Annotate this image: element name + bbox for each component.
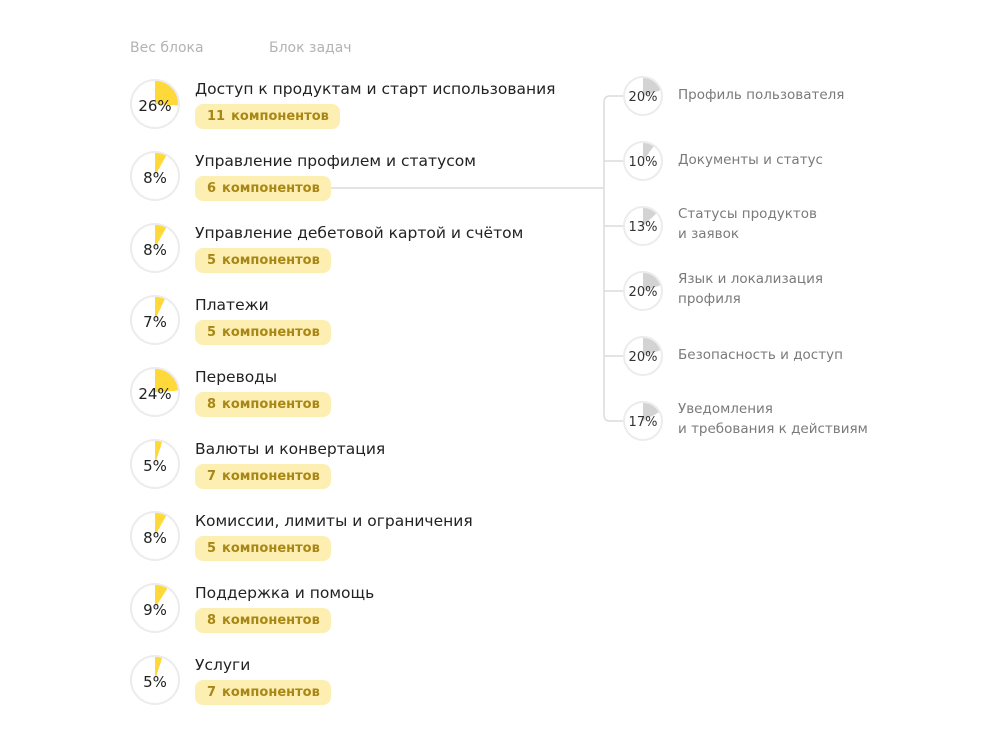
components-unit: компонентов bbox=[222, 325, 320, 340]
weight-percent: 5% bbox=[143, 673, 167, 691]
subblock-title bbox=[678, 345, 843, 365]
block-title: Валюты и конвертация bbox=[195, 440, 386, 458]
components-unit: компонентов bbox=[222, 181, 320, 196]
components-badge bbox=[195, 176, 331, 201]
sub-weight-percent: 20% bbox=[628, 350, 658, 365]
sub-weight-pie bbox=[623, 76, 663, 116]
block-title: Услуги bbox=[195, 656, 251, 674]
subblock-title-line: Статусы продуктов bbox=[678, 206, 818, 222]
subblock-title-line: Уведомления bbox=[678, 401, 773, 417]
block-title: Переводы bbox=[195, 368, 278, 386]
components-count: 7 bbox=[207, 469, 217, 484]
components-count: 5 bbox=[207, 325, 217, 340]
components-unit: компонентов bbox=[222, 253, 320, 268]
subblock-title bbox=[678, 150, 823, 170]
components-badge bbox=[195, 392, 331, 417]
components-badge bbox=[195, 248, 331, 273]
weight-pie bbox=[130, 439, 180, 489]
sub-weight-percent: 20% bbox=[628, 285, 658, 300]
components-unit: компонентов bbox=[222, 397, 320, 412]
subblock-title bbox=[678, 204, 817, 244]
weight-percent: 8% bbox=[143, 241, 167, 259]
weight-pie bbox=[130, 655, 180, 705]
subblock-title-line: Профиль пользователя bbox=[678, 87, 845, 103]
subblock-title-line: Документы и статус bbox=[678, 152, 823, 168]
components-unit: компонентов bbox=[222, 685, 320, 700]
sub-weight-pie bbox=[623, 401, 663, 441]
subblock-title bbox=[678, 85, 844, 105]
sub-weight-pie bbox=[623, 336, 663, 376]
weight-percent: 5% bbox=[143, 457, 167, 475]
weight-percent: 8% bbox=[143, 529, 167, 547]
components-count: 7 bbox=[207, 685, 217, 700]
components-count: 8 bbox=[207, 613, 217, 628]
subblock-title bbox=[678, 399, 868, 439]
components-badge bbox=[195, 608, 331, 633]
weight-pie bbox=[130, 295, 180, 345]
components-badge bbox=[195, 464, 331, 489]
sub-weight-pie bbox=[623, 141, 663, 181]
block-title: Платежи bbox=[195, 296, 269, 314]
weight-percent: 8% bbox=[143, 169, 167, 187]
weight-percent: 26% bbox=[138, 97, 172, 115]
weight-pie bbox=[130, 223, 180, 273]
weight-pie bbox=[130, 151, 180, 201]
components-count: 6 bbox=[207, 181, 217, 196]
components-count: 11 bbox=[207, 109, 226, 124]
components-count: 5 bbox=[207, 253, 217, 268]
block-title: Комиссии, лимиты и ограничения bbox=[195, 512, 473, 530]
components-badge bbox=[195, 104, 340, 129]
subblock-title-line: и заявок bbox=[678, 226, 740, 242]
subblock-title bbox=[678, 269, 823, 309]
components-badge bbox=[195, 680, 331, 705]
weight-percent: 9% bbox=[143, 601, 167, 619]
subblock-title-line: Безопасность и доступ bbox=[678, 347, 843, 363]
components-badge bbox=[195, 320, 331, 345]
sub-weight-percent: 13% bbox=[628, 220, 658, 235]
components-count: 8 bbox=[207, 397, 217, 412]
subblock-title-line: и требования к действиям bbox=[678, 421, 868, 437]
weight-pie bbox=[130, 367, 180, 417]
components-unit: компонентов bbox=[222, 469, 320, 484]
components-unit: компонентов bbox=[222, 541, 320, 556]
header-block: Блок задач bbox=[269, 40, 352, 56]
block-title: Управление профилем и статусом bbox=[195, 152, 476, 170]
weight-percent: 24% bbox=[138, 385, 172, 403]
subblock-title-line: профиля bbox=[678, 291, 741, 307]
components-count: 5 bbox=[207, 541, 217, 556]
block-title: Доступ к продуктам и старт использования bbox=[195, 80, 556, 98]
header-weight: Вес блока bbox=[130, 40, 204, 56]
sub-weight-pie bbox=[623, 206, 663, 246]
sub-weight-percent: 10% bbox=[628, 155, 658, 170]
components-badge bbox=[195, 536, 331, 561]
sub-weight-percent: 17% bbox=[628, 415, 658, 430]
sub-weight-pie bbox=[623, 271, 663, 311]
components-unit: компонентов bbox=[231, 109, 329, 124]
sub-weight-percent: 20% bbox=[628, 90, 658, 105]
block-title: Поддержка и помощь bbox=[195, 584, 375, 602]
weight-pie bbox=[130, 583, 180, 633]
weight-pie bbox=[130, 511, 180, 561]
weight-pie bbox=[130, 79, 180, 129]
block-title: Управление дебетовой картой и счётом bbox=[195, 224, 524, 242]
connector-branch bbox=[604, 96, 623, 102]
components-unit: компонентов bbox=[222, 613, 320, 628]
weight-percent: 7% bbox=[143, 313, 167, 331]
subblock-title-line: Язык и локализация bbox=[678, 271, 823, 287]
connector-branch bbox=[604, 415, 623, 421]
